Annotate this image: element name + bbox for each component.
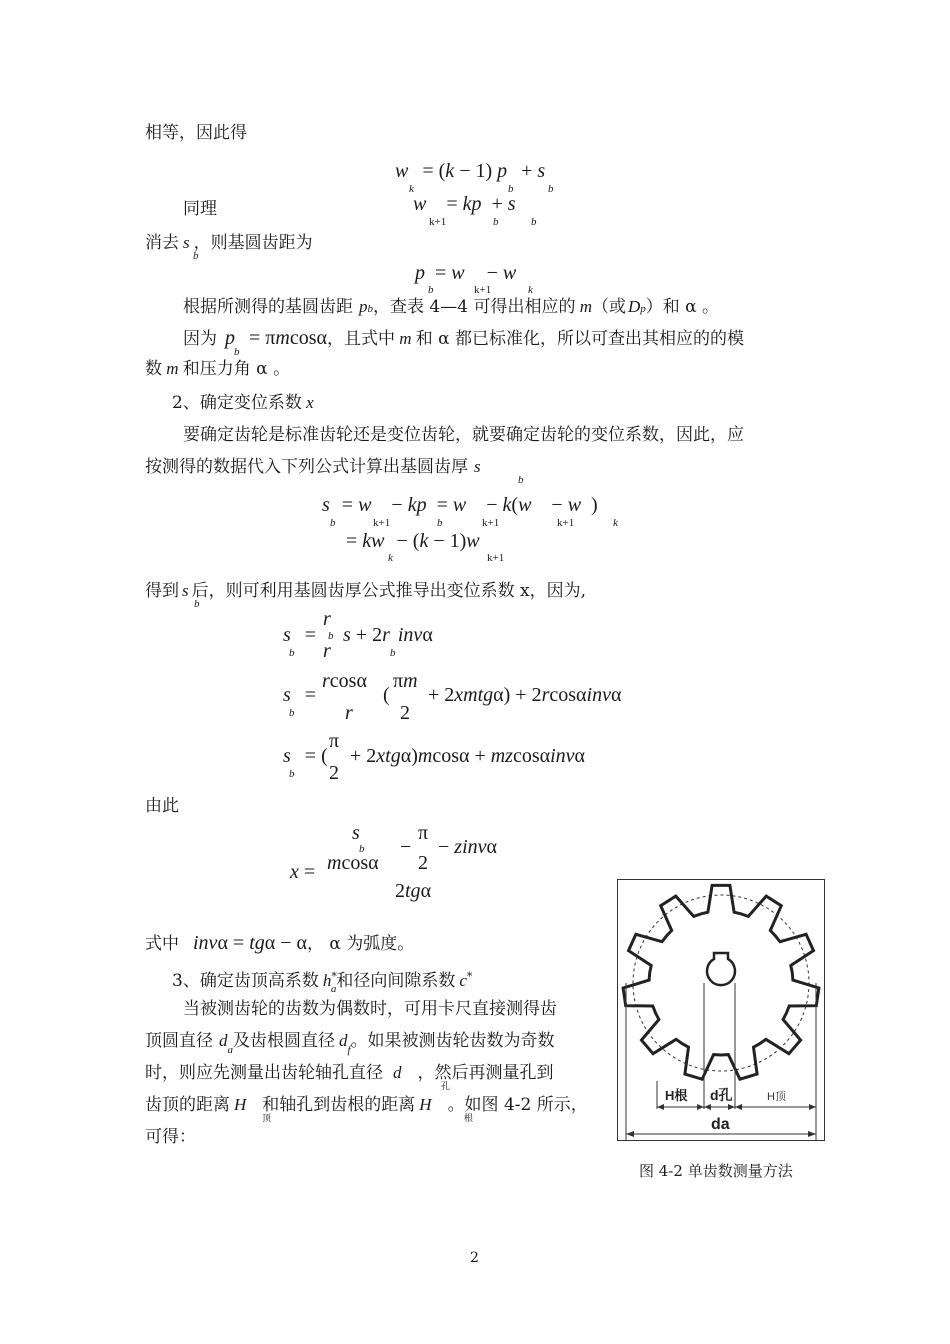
- text-after-sb: 得到 s 后，则可利用基圆齿厚公式推导出变位系数 x，因为,: [145, 581, 587, 601]
- formula-sb-3: s = (: [283, 745, 328, 767]
- text-odd-5: 可得：: [145, 1127, 196, 1147]
- heading-3: 3、确定齿顶高系数 $h^*_a$和径向间隙系数 c*: [172, 970, 473, 995]
- label-h-root: H根: [665, 1088, 688, 1103]
- text-from-this: 由此: [145, 796, 179, 816]
- gear-diagram: [617, 879, 825, 1141]
- formula-wk: w = (k − 1) p + s: [395, 160, 546, 182]
- gear-figure: [617, 879, 825, 1141]
- formula-wk1: w = kp + s: [413, 193, 516, 215]
- label-h-top: H顶: [767, 1091, 786, 1103]
- label-d-hole: d孔: [710, 1087, 733, 1103]
- heading-2: 2、确定变位系数 x: [172, 393, 314, 413]
- text-para-because: 因为 p = πmcosα，且式中 m 和 α 都已标准化，所以可查出其相应的的模: [183, 327, 745, 349]
- formula-sb-2: s =: [283, 684, 317, 706]
- formula-x: x =: [290, 861, 316, 883]
- text-odd-2: 顶圆直径 $d_a$及齿根圆直径 $d_f$。如果被测齿轮齿数为奇数: [145, 1031, 555, 1056]
- text-where: 式中 invα = tgα − α， α 为弧度。: [145, 932, 415, 954]
- text-shift-2: 按测得的数据代入下列公式计算出基圆齿厚 s: [145, 457, 481, 477]
- figure-caption: 图 4-2 单齿数测量方法: [639, 1162, 793, 1180]
- text-odd-3: 时，则应先测量出齿轮轴孔直径 d ，然后再测量孔到: [145, 1063, 554, 1083]
- text-para-measure: 根据所测得的基圆齿距 pb，查表 4—4 可得出相应的 m（或 Dp）和 α 。: [183, 297, 720, 317]
- text-odd-4: 齿顶的距离 H 和轴孔到齿根的距离 H 。如图 4-2 所示，: [145, 1095, 588, 1115]
- text-odd-1: 当被测齿轮的齿数为偶数时，可用卡尺直接测得齿: [183, 999, 557, 1019]
- page-number: 2: [470, 1250, 479, 1266]
- formula-pb: p = w − w: [415, 262, 517, 284]
- text-line-equal: 相等，因此得: [145, 123, 247, 143]
- formula-sb-1: s =: [283, 624, 317, 646]
- text-para-because-2: 数 m 和压力角 α 。: [145, 359, 291, 379]
- label-da: da: [711, 1116, 730, 1133]
- text-similarly: 同理: [183, 199, 217, 219]
- text-shift-1: 要确定齿轮是标准齿轮还是变位齿轮，就要确定齿轮的变位系数，因此，应: [183, 425, 744, 445]
- formula-sb-derivation-2: = kw − (k − 1)w: [346, 530, 480, 552]
- text-eliminate: 消去 s ，则基圆齿距为: [145, 233, 313, 253]
- formula-sb-derivation: s = w − kp = w − k(w − w ): [322, 494, 598, 516]
